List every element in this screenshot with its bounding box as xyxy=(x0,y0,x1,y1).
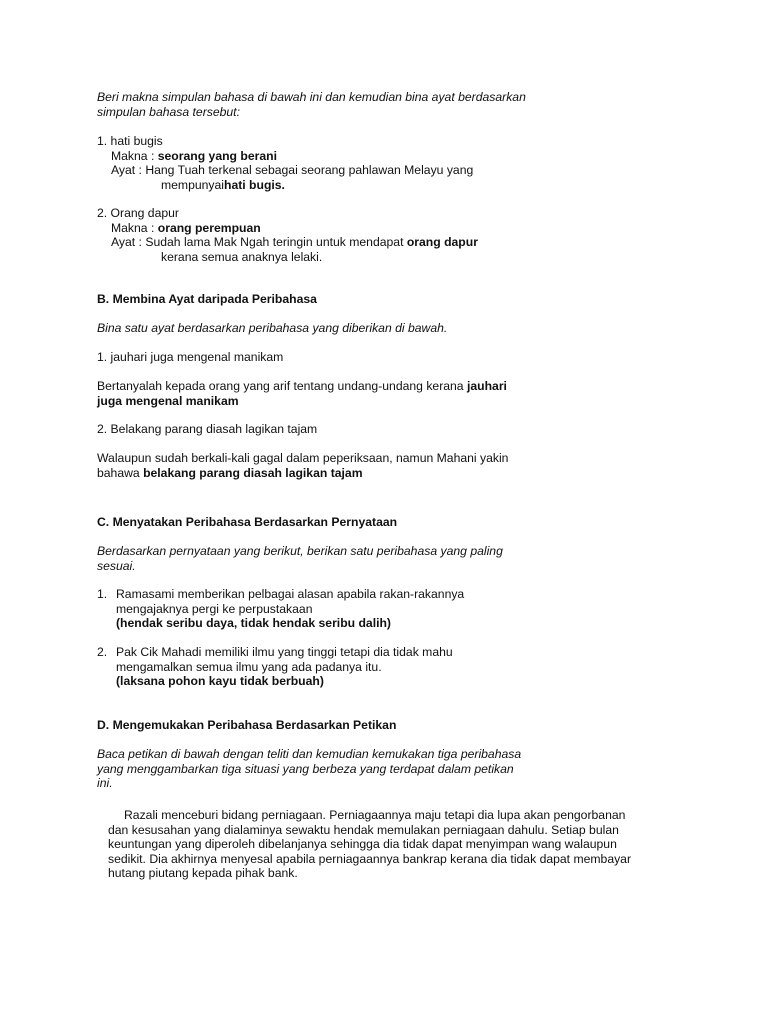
makna-label: Makna : xyxy=(111,148,158,163)
section-d-heading: D. Mengemukakan Peribahasa Berdasarkan Petikan xyxy=(97,718,397,732)
part-a-instruction xyxy=(97,90,567,119)
ayat-line xyxy=(97,235,567,250)
section-d-instruction xyxy=(97,747,567,791)
instruction-line: simpulan bahasa tersebut: xyxy=(97,104,240,119)
instruction-line: Baca petikan di bawah dengan teliti dan kemudian kemukakan tiga peribahasa xyxy=(97,747,522,761)
ayat-label: Ayat : xyxy=(111,235,146,249)
answer-bold: belakang parang diasah lagikan tajam xyxy=(143,465,363,480)
makna-label: Makna : xyxy=(111,220,158,235)
makna-value: seorang yang berani xyxy=(157,148,277,163)
instruction-line: sesuai. xyxy=(97,558,136,573)
ayat-text: Sudah lama Mak Ngah teringin untuk mendapat xyxy=(145,235,407,249)
makna-line xyxy=(97,149,567,164)
item-text: Ramasami memberikan pelbagai alasan apabila rakan-rakannya xyxy=(116,587,465,601)
part-b-item-1-answer xyxy=(97,379,567,408)
item-answer: (laksana pohon kayu tidak berbuah) xyxy=(116,674,324,688)
passage-line: keuntungan yang diperoleh dibelanjanya sehingga dia tidak dapat menyimpan wang walaupun xyxy=(108,837,617,851)
part-a-item-1 xyxy=(97,134,567,192)
item-text: Pak Cik Mahadi memiliki ilmu yang tinggi tetapi dia tidak mahu xyxy=(116,645,453,659)
item-text: mengamalkan semua ilmu yang ada padanya itu. xyxy=(116,659,382,674)
answer-bold: jauhari xyxy=(466,379,507,393)
part-c-item-1 xyxy=(97,587,567,631)
passage xyxy=(108,808,668,881)
part-a-item-2 xyxy=(97,206,567,264)
ayat-text: Hang Tuah terkenal sebagai seorang pahlawan Melayu yang xyxy=(145,163,474,177)
answer-bold: juga mengenal manikam xyxy=(97,393,239,408)
instruction-line: Berdasarkan pernyataan yang berikut, berikan satu peribahasa yang paling xyxy=(97,544,503,558)
answer-text: Bertanyalah kepada orang yang arif tentang undang-undang kerana xyxy=(97,379,467,393)
part-b-item-1-title: 1. jauhari juga mengenal manikam xyxy=(97,350,284,364)
section-c-instruction xyxy=(97,544,567,573)
makna-line xyxy=(97,221,567,236)
item-number: 2. xyxy=(97,645,108,659)
passage-line: hutang piutang kepada pihak bank. xyxy=(108,866,298,880)
instruction-line: yang menggambarkan tiga situasi yang berbeza yang terdapat dalam petikan xyxy=(97,761,514,776)
section-b-instruction: Bina satu ayat berdasarkan peribahasa yang diberikan di bawah. xyxy=(97,321,448,335)
makna-value: orang perempuan xyxy=(157,220,261,235)
instruction-line: Beri makna simpulan bahasa di bawah ini dan kemudian bina ayat berdasarkan xyxy=(97,90,526,104)
answer-text: bahawa xyxy=(97,465,144,480)
passage-line: dan kesusahan yang dialaminya sewaktu hendak memulakan perniagaan dahulu. Setiap bulan xyxy=(108,822,619,837)
ayat-bold: orang dapur xyxy=(406,235,478,249)
item-title: 2. Orang dapur xyxy=(97,206,179,220)
section-c-heading: C. Menyatakan Peribahasa Berdasarkan Pernyataan xyxy=(97,515,398,529)
item-number: 1. xyxy=(97,587,108,601)
ayat-continuation: kerana semua anaknya lelaki. xyxy=(161,249,323,264)
part-b-item-2-title: 2. Belakang parang diasah lagikan tajam xyxy=(97,422,318,436)
passage-line: Razali menceburi bidang perniagaan. Perniagaannya maju tetapi dia lupa akan pengorbanan xyxy=(124,808,626,822)
answer-text: Walaupun sudah berkali-kali gagal dalam peperiksaan, namun Mahani yakin xyxy=(97,451,509,465)
ayat-text: mempunyai xyxy=(161,177,224,192)
part-c-item-2 xyxy=(97,645,567,689)
item-answer: (hendak seribu daya, tidak hendak seribu dalih) xyxy=(116,616,391,630)
ayat-continuation xyxy=(97,178,567,193)
part-b-item-2-answer xyxy=(97,451,567,480)
ayat-bold: hati bugis. xyxy=(224,177,285,192)
item-title: 1. hati bugis xyxy=(97,134,163,148)
ayat-line xyxy=(97,163,567,178)
passage-line: sedikit. Dia akhirnya menyesal apabila perniagaannya bankrap kerana dia tidak dapat membayar xyxy=(108,851,632,866)
item-text: mengajaknya pergi ke perpustakaan xyxy=(116,601,313,616)
instruction-line: ini. xyxy=(97,776,113,790)
section-b-heading: B. Membina Ayat daripada Peribahasa xyxy=(97,292,317,306)
ayat-label: Ayat : xyxy=(111,163,146,177)
